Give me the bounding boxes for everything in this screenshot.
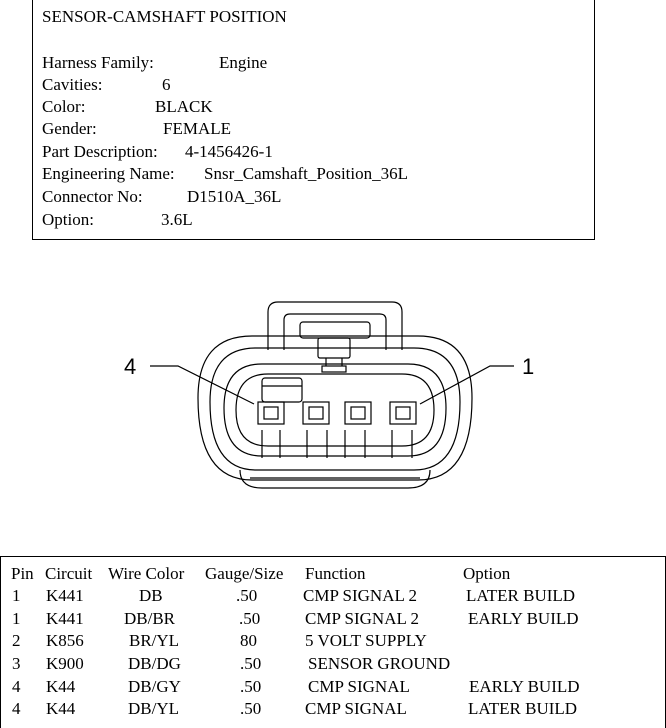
header-circuit: Circuit [45,564,93,583]
header-option: Option [463,564,511,583]
cell-gauge: .50 [240,677,262,696]
callout-pin-4: 4 [124,354,137,379]
cell-pin: 2 [12,631,21,650]
cavity-1 [390,402,416,424]
cell-function: CMP SIGNAL 2 [303,586,417,605]
cell-function: CMP SIGNAL 2 [305,609,419,628]
info-label-gender: Gender: [42,119,97,138]
cell-circuit: K856 [46,631,84,650]
info-label-option: Option: [42,210,94,229]
header-gauge-size: Gauge/Size [205,564,284,583]
connector-body [224,364,446,456]
cell-function: CMP SIGNAL [305,699,407,718]
cell-circuit: K441 [46,586,84,605]
cell-circuit: K900 [46,654,84,673]
cell-wire-color: DB/DG [128,654,181,673]
header-wire-color: Wire Color [108,564,185,583]
info-value-engineering-name: Snsr_Camshaft_Position_36L [204,164,409,183]
info-label-cavities: Cavities: [42,75,103,94]
header-pin: Pin [11,564,34,583]
connector-face-diagram [0,290,666,520]
info-label-part-description: Part Description: [42,142,158,161]
leader-line-pin-4 [150,366,254,404]
info-value-option: 3.6L [161,210,193,229]
callout-pin-1: 1 [522,354,535,379]
pin-table [0,556,666,728]
cell-function: 5 VOLT SUPPLY [305,631,427,650]
cell-gauge: .50 [239,609,261,628]
cell-gauge: 80 [240,631,257,650]
info-label-engineering-name: Engineering Name: [42,164,175,183]
info-value-color: BLACK [155,97,213,116]
cell-wire-color: DB/BR [124,609,176,628]
cell-wire-color: DB/YL [128,699,179,718]
cell-pin: 3 [12,654,21,673]
cell-pin: 1 [12,586,21,605]
info-label-connector-no: Connector No: [42,187,143,206]
cell-gauge: .50 [236,586,258,605]
info-label-color: Color: [42,97,86,116]
cell-gauge: .50 [240,654,262,673]
cell-option: EARLY BUILD [468,609,579,628]
cell-wire-color: DB/GY [128,677,181,696]
info-value-harness-family: Engine [219,53,268,72]
latch-inner [284,314,386,350]
cell-wire-color: BR/YL [129,631,180,650]
info-value-part-description: 4-1456426-1 [185,142,273,161]
connector-info-box [32,0,595,240]
cavity-3 [303,402,329,424]
info-label-harness-family: Harness Family: [42,53,154,72]
cell-pin: 4 [12,699,21,718]
info-value-cavities: 6 [162,75,171,94]
cell-function: SENSOR GROUND [308,654,451,673]
header-function: Function [305,564,366,583]
cell-option: LATER BUILD [466,586,576,605]
cell-option: EARLY BUILD [469,677,580,696]
cell-wire-color: DB [139,586,163,605]
polarization-key [262,378,302,402]
cell-function: CMP SIGNAL [308,677,410,696]
connector-title: SENSOR-CAMSHAFT POSITION [42,7,287,26]
cell-pin: 1 [12,609,21,628]
cavity-2 [345,402,371,424]
latch-housing [268,302,402,350]
cell-option: LATER BUILD [468,699,578,718]
info-value-connector-no: D1510A_36L [187,187,282,206]
info-value-gender: FEMALE [163,119,231,138]
cell-circuit: K44 [46,699,76,718]
cell-circuit: K44 [46,677,76,696]
cell-gauge: .50 [240,699,262,718]
cavity-4 [258,402,284,424]
cell-pin: 4 [12,677,21,696]
cell-circuit: K441 [46,609,84,628]
